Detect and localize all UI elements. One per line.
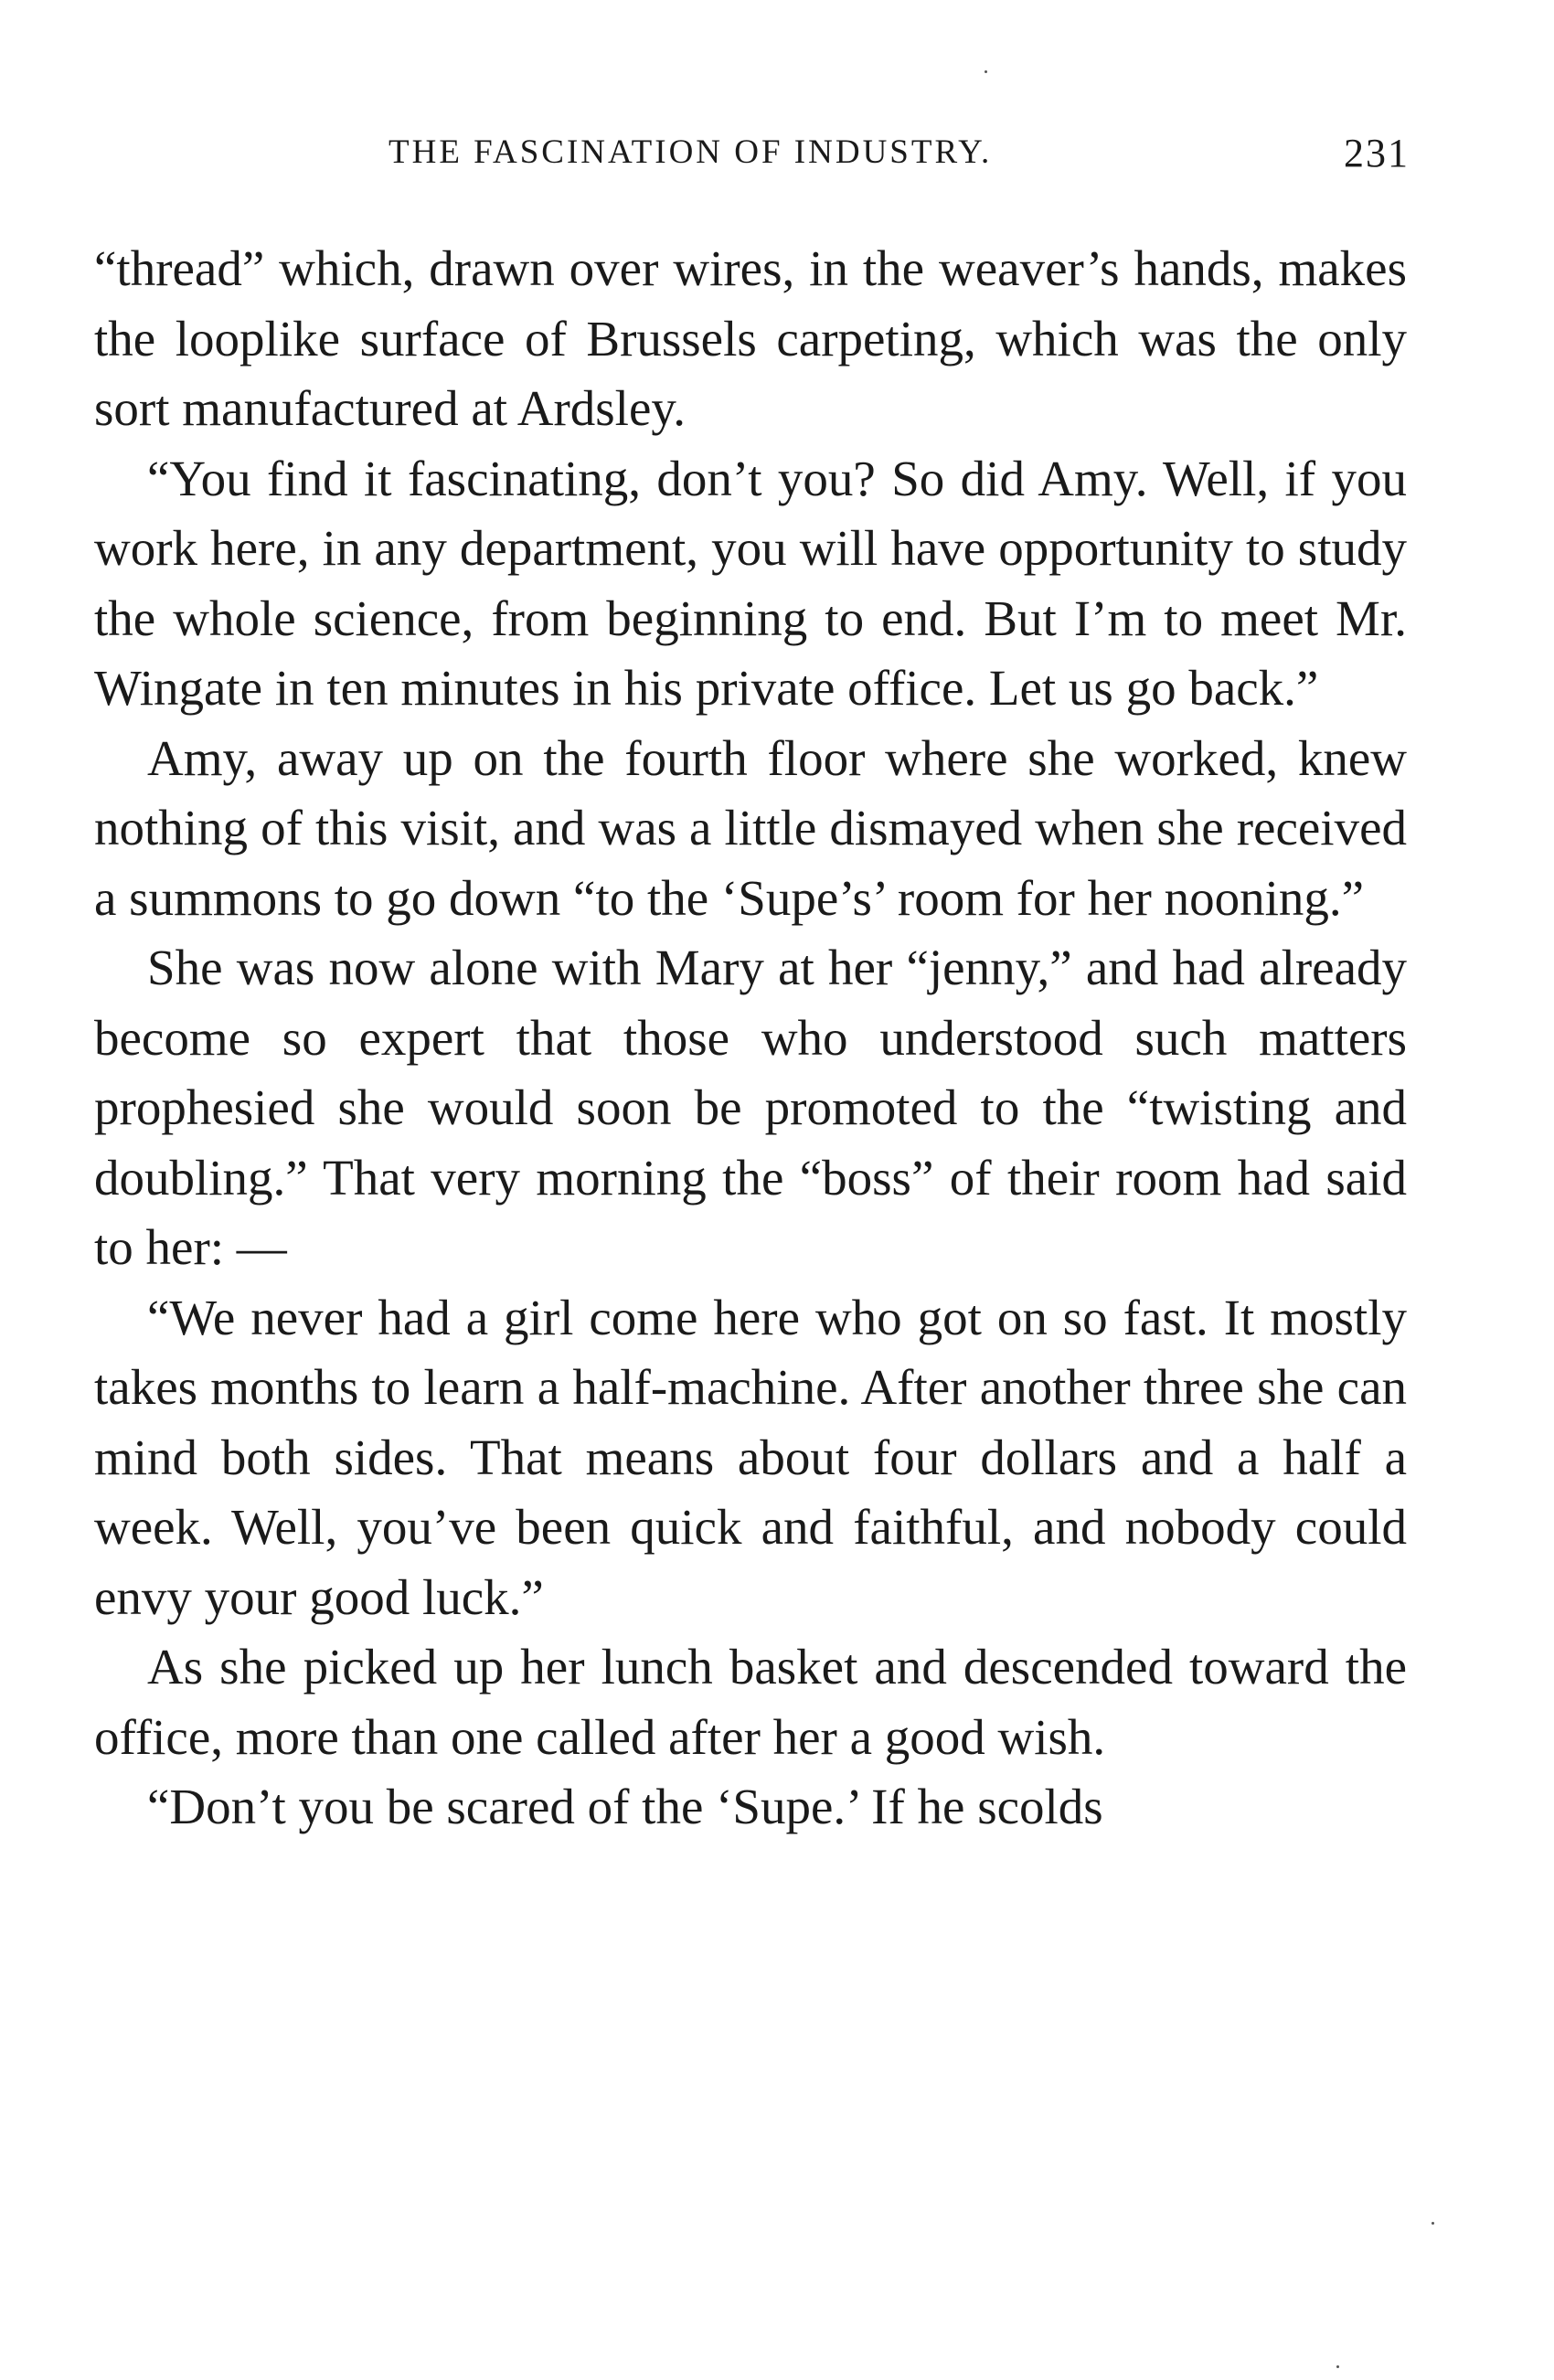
paragraph-1: “thread” which, drawn over wires, in the weaver’s hands, makes the looplike surface of Brussels carpeting, which was the only sort manufactured at Ardsley. bbox=[94, 240, 1407, 436]
paragraph-2: “You find it fascinating, don’t you? So did Amy. Well, if you work here, in any department, you will have opportunity to study the whole science, from beginning to end. But I’m to meet Mr. Wingate in ten minutes in his private office. Let us go back.” bbox=[94, 450, 1407, 716]
paragraph-5: “We never had a girl come here who got on so fast. It mostly takes months to learn a half-machine. After another three she can mind both sides. That means about four dollars and a half a week. Well, you’ve been quick and faithful, and nobody could envy your good luck.” bbox=[94, 1289, 1407, 1625]
paper-speck bbox=[1432, 2222, 1434, 2225]
body-text bbox=[94, 234, 1407, 1843]
paper-speck bbox=[1336, 2365, 1339, 2368]
paragraph-6: As she picked up her lunch basket and descended toward the office, more than one called after her a good wish. bbox=[94, 1639, 1407, 1765]
paper-speck bbox=[985, 70, 987, 73]
paragraph-4: She was now alone with Mary at her “jenny,” and had already become so expert that those who understood such matters prophesied she would soon be promoted to the “twisting and doubling.” That very morning the “boss” of their room had said to her: — bbox=[94, 940, 1407, 1275]
page-number: 231 bbox=[1344, 131, 1410, 175]
paragraph-3: Amy, away up on the fourth floor where she worked, knew nothing of this visit, and was a little dismayed when she received a summons to go down “to the ‘Supe’s’ room for her nooning.” bbox=[94, 729, 1407, 926]
paragraph-7: “Don’t you be scared of the ‘Supe.’ If he scolds bbox=[147, 1779, 1103, 1834]
running-head: THE FASCINATION OF INDUSTRY. bbox=[388, 133, 993, 171]
